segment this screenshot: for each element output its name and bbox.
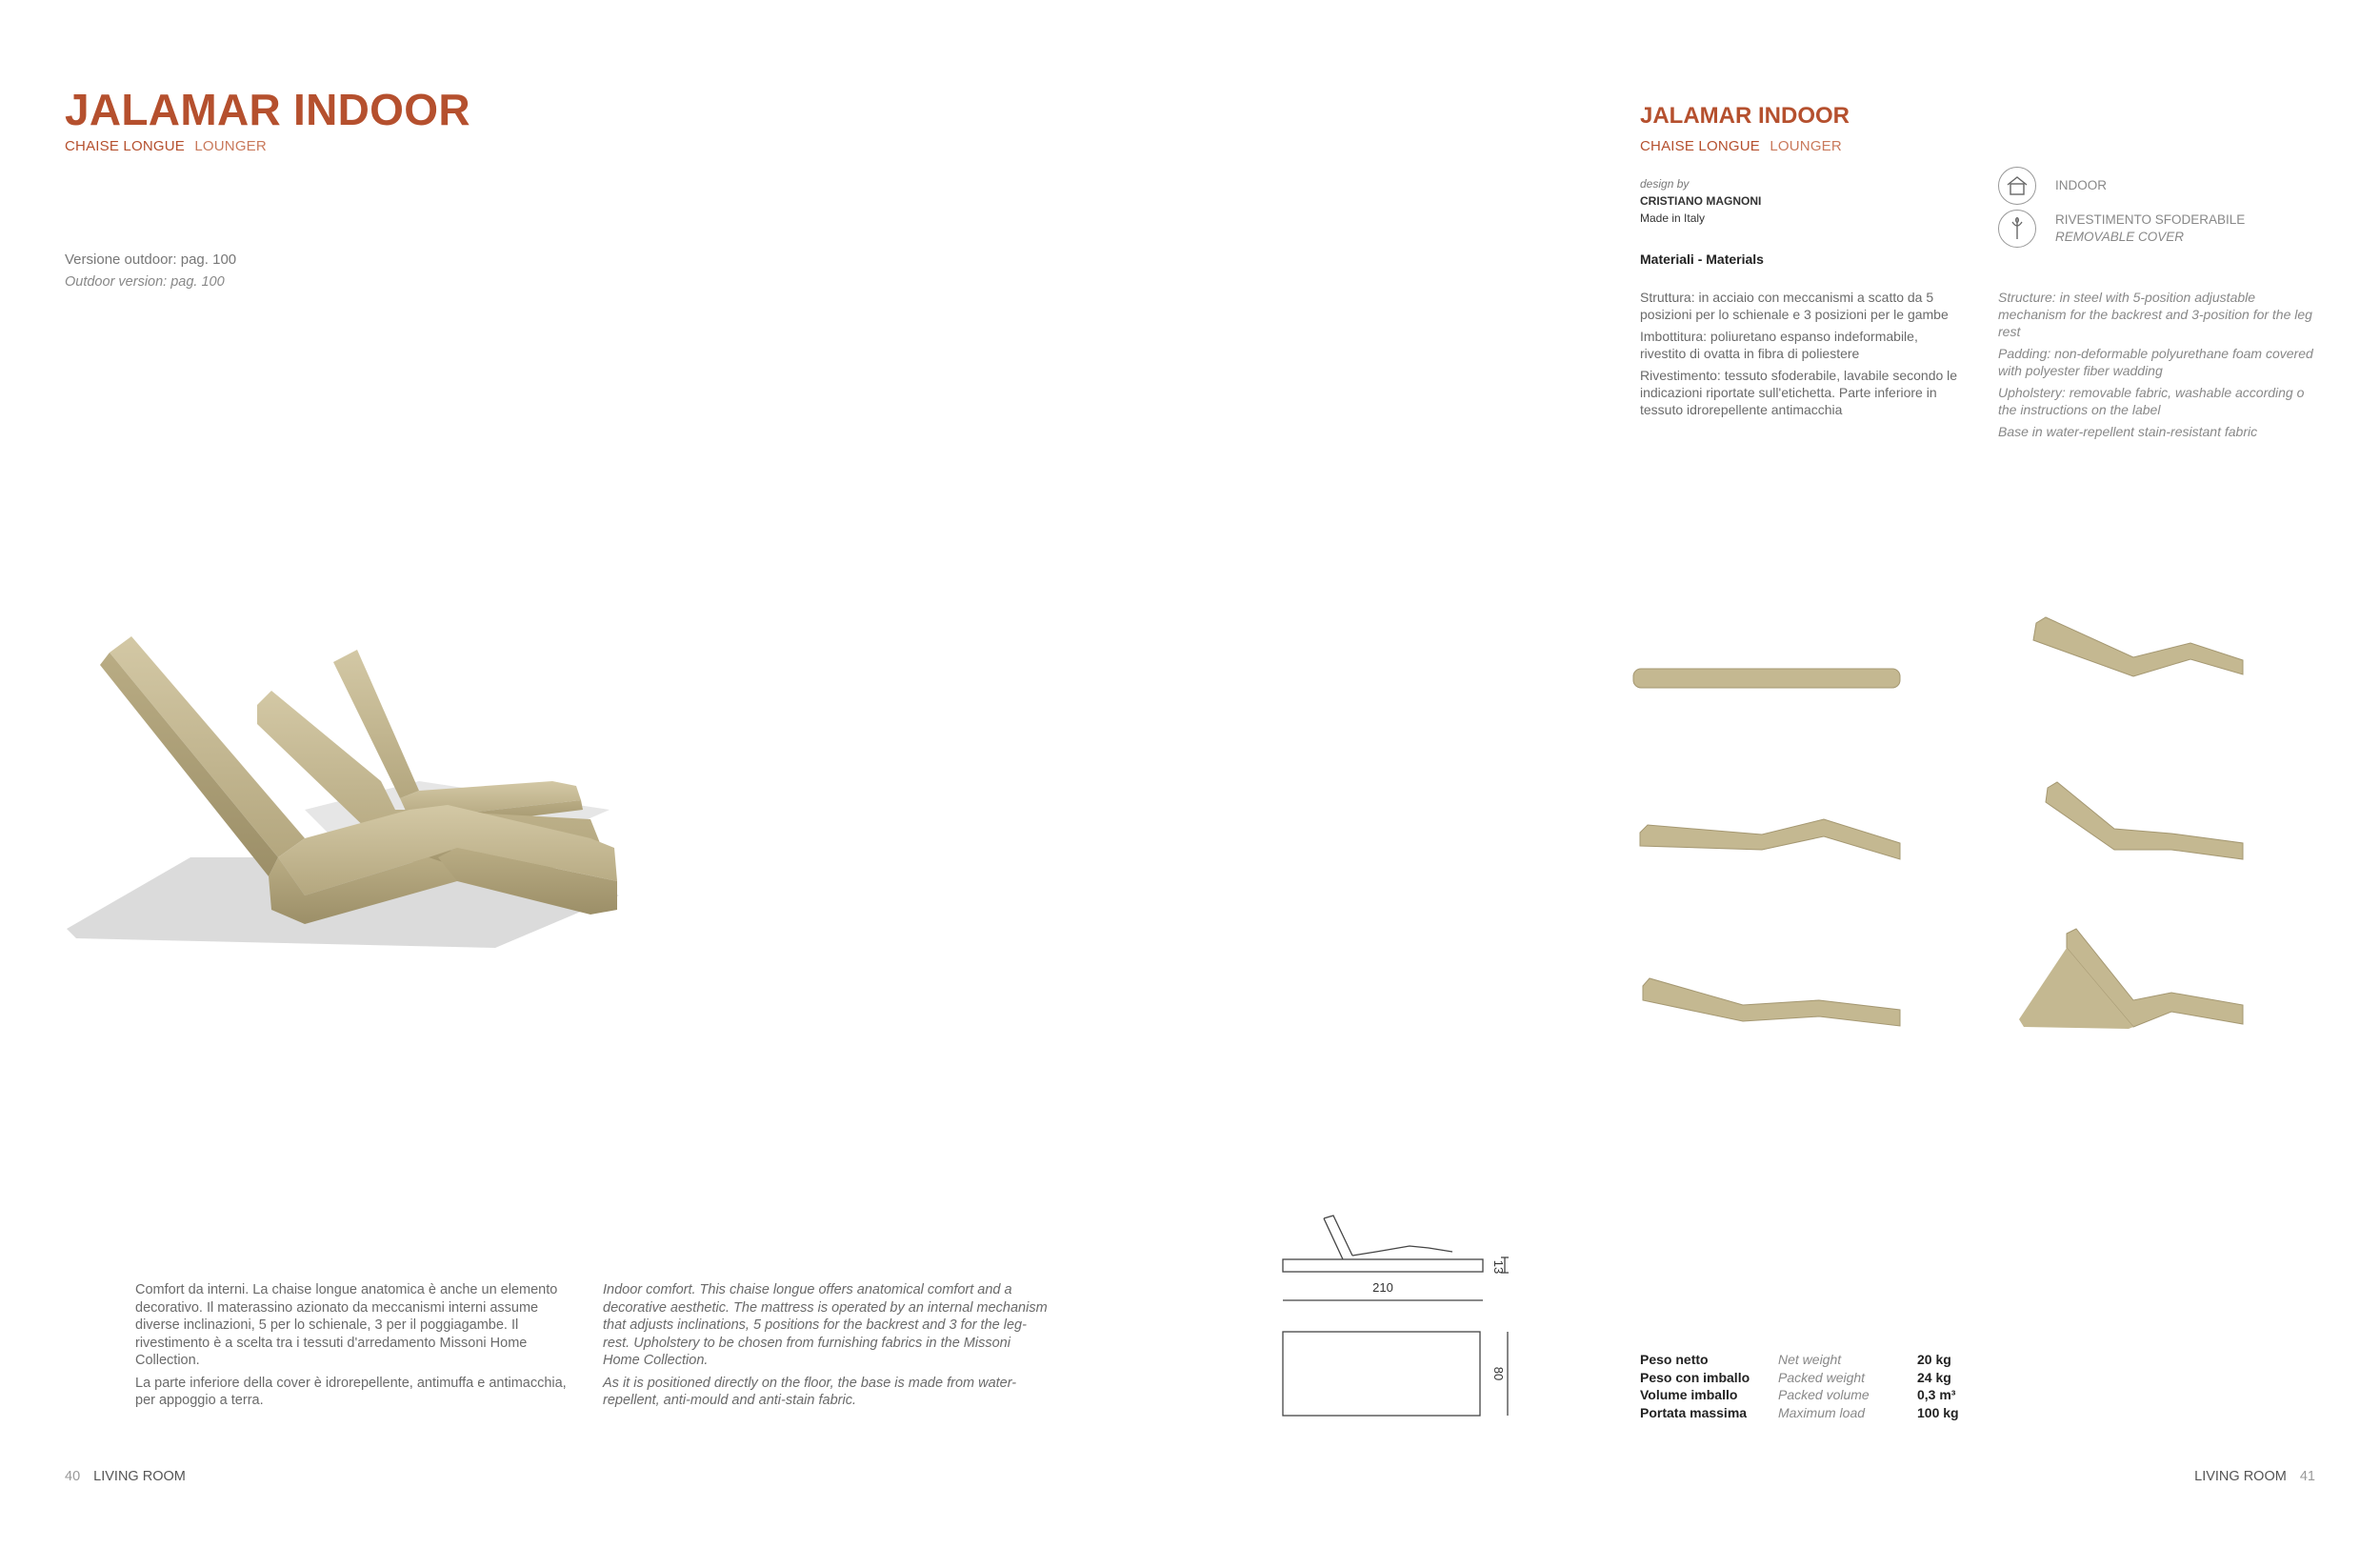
page-number-left: 40 bbox=[65, 1469, 81, 1484]
footer-left bbox=[55, 1469, 186, 1484]
dim-width: 80 bbox=[1491, 1366, 1506, 1381]
subtitle-left bbox=[65, 138, 267, 154]
position-thumbnail-4 bbox=[2046, 782, 2243, 859]
table-row bbox=[1640, 1386, 1959, 1404]
dim-length: 210 bbox=[1372, 1280, 1393, 1295]
position-thumbnail-5 bbox=[1643, 978, 1900, 1026]
version-note-it: Versione outdoor: pag. 100 bbox=[65, 251, 237, 268]
position-thumbnail-3 bbox=[1640, 819, 1900, 859]
spec-value: 0,3 m³ bbox=[1917, 1387, 1956, 1402]
desc-it-paragraph: La parte inferiore della cover è idrorepellente, antimuffa e antimacchia, per appoggio a terra. bbox=[135, 1375, 567, 1408]
page-number-right: 41 bbox=[2299, 1469, 2315, 1484]
subtitle-en: LOUNGER bbox=[194, 138, 267, 154]
feature-removable-cover bbox=[1998, 210, 2245, 248]
feature-label-en: REMOVABLE COVER bbox=[2055, 230, 2185, 244]
desc-en-paragraph: As it is positioned directly on the floor, the base is made from water-repellent, anti-mould and anti-stain fabric. bbox=[603, 1375, 1017, 1408]
position-thumbnail-2 bbox=[2033, 617, 2243, 676]
description-it bbox=[135, 1281, 578, 1415]
spec-label-it: Volume imballo bbox=[1640, 1387, 1738, 1402]
material-item-en: Base in water-repellent stain-resistant fabric bbox=[1998, 424, 2258, 439]
section-name-left: LIVING ROOM bbox=[93, 1469, 186, 1484]
footer-right bbox=[2194, 1469, 2325, 1484]
spec-label-en: Packed volume bbox=[1778, 1387, 1870, 1402]
materials-en bbox=[1998, 289, 2322, 445]
materials-heading: Materiali - Materials bbox=[1640, 251, 1764, 267]
design-by-label: design by bbox=[1640, 177, 1690, 191]
top-view-outline bbox=[1283, 1332, 1508, 1416]
page-title-left: JALAMAR INDOOR bbox=[65, 85, 470, 134]
subtitle-en: LOUNGER bbox=[1770, 138, 1842, 154]
material-item-it: Imbottitura: poliuretano espanso indeformabile, rivestito di ovatta in fibra di poliestere bbox=[1640, 329, 1918, 361]
desc-en-paragraph: Indoor comfort. This chaise longue offers anatomical comfort and a decorative aesthetic. The mattress is operated by an internal mechanism that adjusts inclinations, 5 positions for the backrest and 3 for the leg-rest. Upholstery to be chosen from furnishing fabrics in the Missoni Home Collection. bbox=[603, 1282, 1048, 1368]
subtitle-it: CHAISE LONGUE bbox=[65, 138, 185, 154]
spec-value: 100 kg bbox=[1917, 1404, 1959, 1420]
description-en bbox=[603, 1281, 1050, 1415]
spec-value: 20 kg bbox=[1917, 1352, 1951, 1367]
materials-it bbox=[1640, 289, 1959, 423]
designer-name: CRISTIANO MAGNONI bbox=[1640, 194, 1762, 208]
desc-it-paragraph: Comfort da interni. La chaise longue anatomica è anche un elemento decorativo. Il materassino azionato da meccanismi interni assume diverse inclinazioni, 5 per lo schienale, 3 per il poggiagambe. Il rivestimento è a scelta tra i tessuti d'arredamento Missoni Home Collection. bbox=[135, 1282, 558, 1368]
material-item-it: Rivestimento: tessuto sfoderabile, lavabile secondo le indicazioni riportate sull'etichetta. Parte inferiore in tessuto idrorepellente antimacchia bbox=[1640, 368, 1958, 417]
position-thumbnail-6 bbox=[2019, 929, 2243, 1029]
feature-label: INDOOR bbox=[2055, 178, 2107, 192]
designer-block bbox=[1640, 175, 1761, 227]
needle-thread-icon bbox=[1998, 210, 2036, 248]
feature-label: RIVESTIMENTO SFODERABILE bbox=[2055, 212, 2246, 227]
table-row bbox=[1640, 1404, 1959, 1422]
spec-value: 24 kg bbox=[1917, 1369, 1951, 1385]
subtitle-it: CHAISE LONGUE bbox=[1640, 138, 1760, 154]
material-item-en: Upholstery: removable fabric, washable according o the instructions on the label bbox=[1998, 385, 2305, 417]
page-title-right: JALAMAR INDOOR bbox=[1640, 103, 1850, 129]
material-item-en: Padding: non-deformable polyurethane foam covered with polyester fiber wadding bbox=[1998, 346, 2313, 378]
spec-label-en: Packed weight bbox=[1778, 1369, 1866, 1385]
spec-label-en: Net weight bbox=[1778, 1352, 1842, 1367]
table-row bbox=[1640, 1351, 1959, 1369]
house-icon bbox=[1998, 167, 2036, 205]
subtitle-right bbox=[1640, 138, 1842, 154]
material-item-it: Struttura: in acciaio con meccanismi a scatto da 5 posizioni per lo schienale e 3 posizioni per le gambe bbox=[1640, 290, 1949, 322]
position-thumbnail-flat bbox=[1633, 669, 1900, 688]
spec-label-it: Portata massima bbox=[1640, 1404, 1748, 1420]
version-note-en: Outdoor version: pag. 100 bbox=[65, 274, 225, 290]
hero-product-image bbox=[19, 362, 1086, 1048]
dim-height: 13 bbox=[1491, 1259, 1506, 1275]
spec-label-it: Peso con imballo bbox=[1640, 1369, 1750, 1385]
table-row bbox=[1640, 1369, 1959, 1387]
spec-label-it: Peso netto bbox=[1640, 1352, 1709, 1367]
section-name-right: LIVING ROOM bbox=[2194, 1469, 2287, 1484]
made-in-label: Made in Italy bbox=[1640, 211, 1706, 225]
material-item-en: Structure: in steel with 5-position adjustable mechanism for the backrest and 3-position for the leg rest bbox=[1998, 290, 2312, 339]
feature-indoor bbox=[1998, 167, 2107, 205]
spec-label-en: Maximum load bbox=[1778, 1404, 1866, 1420]
side-view-outline bbox=[1283, 1216, 1509, 1300]
specs-table bbox=[1640, 1351, 1959, 1421]
dimension-drawing bbox=[1276, 1210, 1524, 1429]
positions-grid bbox=[1619, 600, 2343, 1076]
